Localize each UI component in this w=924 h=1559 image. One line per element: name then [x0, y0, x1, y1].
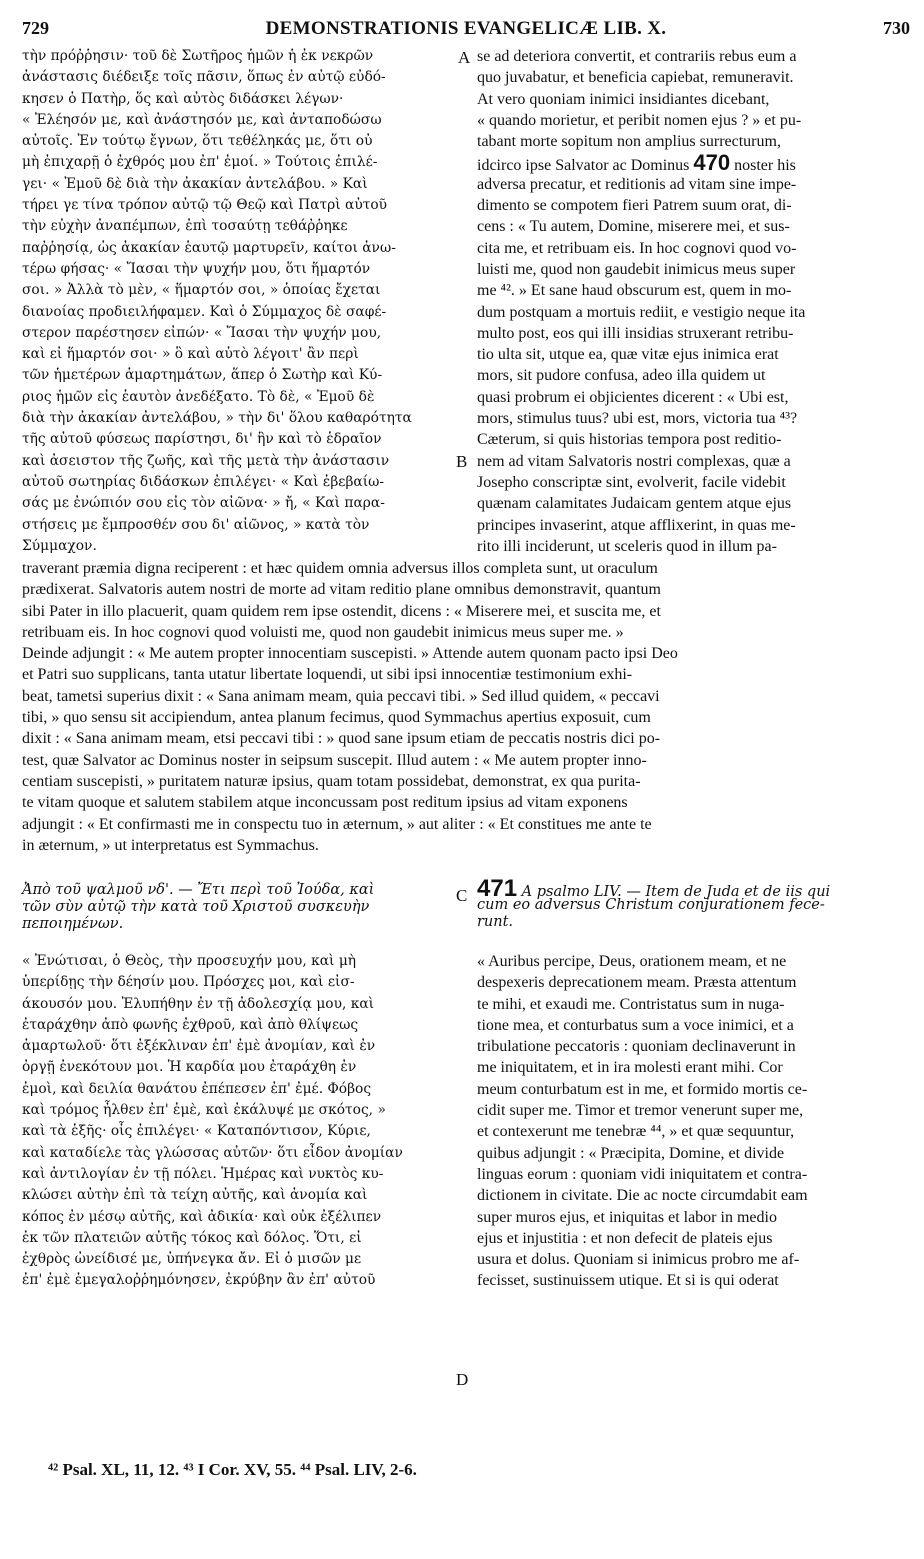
latin-full-line: beat, tametsi superius dixit : « Sana animam meam, quia peccavi tibi. » Sed illud quidem, « peccavi	[22, 687, 660, 705]
latin-top-line-text: idcirco ipse Salvator ac Dominus	[477, 157, 690, 174]
greek-bottom-line: ἐπ' ἐμὲ ἐμεγαλοῤῥημόνησεν, ἐκρύβην ἂν ἐπ' αὐτοῦ	[22, 1272, 376, 1289]
greek-bottom-line: καὶ τὰ ἑξῆς· οἷς ἐπιλέγει· « Καταπόντισον, Κύριε,	[22, 1123, 371, 1140]
latin-section-heading	[477, 875, 907, 931]
greek-heading-line: Ἀπὸ τοῦ ψαλμοῦ νδ'. — Ἔτι περὶ τοῦ Ἰούδα, καὶ	[22, 882, 375, 898]
latin-top-line: luisti me, quod non gaudebit inimicus meus super	[477, 260, 796, 278]
latin-top-line: mors, sit pudore confusa, adeo illa quidem ut	[477, 367, 766, 385]
latin-top-line: mors, stimulus tuus? ubi est, mors, victoria tua ⁴³?	[477, 410, 798, 428]
greek-top-line: γει· « Ἐμοῦ δὲ διὰ τὴν ἀκακίαν ἀντελάβου. » Καὶ	[22, 175, 368, 192]
greek-bottom-line: καὶ τρόμος ἦλθεν ἐπ' ἐμὲ, καὶ ἐκάλυψέ με σκότος, »	[22, 1102, 386, 1119]
latin-full-line: centiam suscepisti, » puritatem naturæ ipsius, quam totam possidebat, demonstrat, ex qua purita-	[22, 772, 641, 790]
latin-bottom-line: super muros ejus, et iniquitas et labor in medio	[477, 1208, 777, 1226]
greek-section-heading	[22, 882, 452, 933]
latin-bottom-line: tione mea, et conturbatus sum a voce inimici, et a	[477, 1016, 794, 1034]
latin-bottom-line: me iniquitatem, et in ira molesti erant mihi. Cor	[477, 1059, 783, 1077]
greek-top-line: μὴ ἐπιχαρῇ ὁ ἐχθρός μου ἐπ' ἐμοί. » Τούτοις ἐπιλέ-	[22, 154, 378, 171]
greek-top-line: τέρω φήσας· « Ἴασαι τὴν ψυχήν μου, ὅτι ἥμαρτόν	[22, 260, 371, 277]
greek-top-line: παῤῥησίᾳ, ὡς ἀκακίαν ἑαυτῷ μαρτυρεῖν, καίτοι ἀνω-	[22, 239, 396, 256]
latin-top-line: adversa precatur, et reditionis ad vitam sine impe-	[477, 175, 797, 193]
latin-column-top	[477, 46, 907, 557]
greek-top-line: σοι. » Ἀλλὰ τὸ μὲν, « ἥμαρτόν σοι, » ὁποίας ἔχεται	[22, 282, 381, 299]
greek-top-line: τὴν εὐχὴν ἀναπέμπων, ἐπὶ τοσαύτῃ τεθάῤῥηκε	[22, 218, 348, 235]
greek-bottom-line: ἐκ τῶν πλατειῶν αὐτῆς τόκος καὶ δόλος. Ὅτι, εἰ	[22, 1229, 362, 1246]
greek-bottom-line: κόπος ἐν μέσῳ αὐτῆς, καὶ ἀδικία· καὶ οὐκ ἐξέλιπεν	[22, 1208, 382, 1225]
greek-bottom-line: καὶ ἀντιλογίαν ἐν τῇ πόλει. Ἡμέρας καὶ νυκτὸς κυ-	[22, 1165, 384, 1182]
greek-top-line: αὐτοῦ σωτηρίας διδάσκων ἐπιλέγει· « Καὶ ἐβεβαίω-	[22, 473, 385, 490]
greek-top-line: τὴν πρόῤῥησιν· τοῦ δὲ Σωτῆρος ἡμῶν ἡ ἐκ νεκρῶν	[22, 48, 374, 64]
latin-top-line: rito illi inciderunt, ut sceleris quod in illum pa-	[477, 537, 777, 555]
latin-top-line: se ad deteriora convertit, et contrariis rebus eum a	[477, 48, 797, 65]
latin-top-line: Josepho conscriptæ sint, evolverit, facile videbit	[477, 473, 786, 491]
latin-bottom-line: ejus et injustitia : et non defecit de plateis ejus	[477, 1229, 773, 1247]
greek-bottom-line: ὀργῇ ἐνεκότουν μοι. Ἡ καρδία μου ἐταράχθη ἐν	[22, 1059, 357, 1076]
greek-top-line: στερον παρέστησεν εἰπών· « Ἴασαι τὴν ψυχήν μου,	[22, 324, 382, 341]
greek-top-line: καὶ ἀσειστον τῆς ζωῆς, καὶ τῆς μετὰ τὴν ἀνάστασιν	[22, 452, 390, 469]
greek-top-line: ἀνάστασις διέδειξε τοῖς πᾶσιν, ὅπως ἐν αὐτῷ εὐδό-	[22, 69, 386, 86]
greek-column-top	[22, 46, 458, 557]
latin-full-line: te vitam quoque et salutem stabilem atque inconcussam post reditum ipsius ad vitam exponens	[22, 794, 628, 812]
greek-top-line: διὰ τὴν ἀκακίαν ἀντελάβου, » τὴν δι' ὅλου καθαρότητα	[22, 410, 412, 427]
latin-full-line: adjungit : « Et confirmasti me in conspectu tuo in æternum, » aut aliter : « Et constitues me ante te	[22, 815, 652, 833]
greek-heading-line: πεποιημένων.	[22, 916, 124, 932]
latin-top-line: me ⁴². » Et sane haud obscurum est, quem in mo-	[477, 282, 792, 300]
latin-bottom-line: quibus adjungit : « Præcipita, Domine, et divide	[477, 1144, 785, 1162]
latin-full-line: test, quæ Salvator ac Dominus noster in seipsum suscepit. Illud autem : « Me autem propter inno-	[22, 751, 647, 769]
greek-top-line: σάς με ἐνώπιόν σου εἰς τὸν αἰῶνα· » ἤ, « Καὶ παρα-	[22, 495, 385, 512]
greek-heading-line: τῶν σὺν αὐτῷ τὴν κατὰ τοῦ Χριστοῦ συσκευὴν	[22, 899, 370, 915]
latin-bottom-line: cidit super me. Timor et tremor venerunt super me,	[477, 1102, 804, 1120]
latin-full-line: traverant præmia digna reciperent : et hæc quidem omnia adversus illos completa sunt, ut oraculum	[22, 560, 658, 577]
page-header	[22, 18, 910, 42]
latin-top-line: multo post, eos qui illi insidias struxerant retribu-	[477, 324, 794, 342]
greek-top-line: Σύμμαχον.	[22, 537, 97, 554]
latin-heading-line-2: cum eo adversus Christum conjurationem fece-	[477, 897, 825, 913]
latin-full-line: dixit : « Sana animam meam, etsi peccavi tibi : » quod sane ipsum etiam de peccatis nostris dici po-	[22, 730, 661, 748]
latin-top-line: « quando morietur, et peribit nomen ejus ? » et pu-	[477, 111, 802, 129]
greek-bottom-line: « Ἐνώτισαι, ὁ Θεὸς, τὴν προσευχήν μου, καὶ μὴ	[22, 953, 357, 969]
margin-marker-a: A	[458, 48, 471, 67]
left-page-number: 729	[22, 18, 49, 38]
greek-bottom-line: ὑπερίδῃς τὴν δέησίν μου. Πρόσχες μοι, καὶ εἰσ-	[22, 974, 355, 991]
latin-top-line: cens : « Tu autem, Domine, miserere mei, et sus-	[477, 218, 790, 236]
section-number-471: 471	[477, 875, 518, 902]
right-page-number: 730	[883, 18, 910, 38]
greek-top-line: διανοίας προδιειλήφαμεν. Καὶ ὁ Σύμμαχος δὲ σαφέ-	[22, 303, 387, 320]
latin-bottom-line: te mihi, et exaudi me. Contristatus sum in nuga-	[477, 995, 785, 1013]
greek-top-line: αὐτοῖς. Ἐν τούτῳ ἔγνων, ὅτι τεθέληκάς με, ὅτι οὐ	[22, 133, 373, 150]
footnotes: ⁴² Psal. XL, 11, 12. ⁴³ I Cor. XV, 55. ⁴⁴ Psal. LIV, 2-6.	[48, 1460, 417, 1479]
latin-top-line: principes invaserint, atque afflixerint, in quas me-	[477, 516, 796, 534]
latin-top-line: quo juvabatur, et beneficia capiebat, remuneravit.	[477, 69, 794, 87]
latin-top-line-tail: noster his	[734, 157, 796, 174]
latin-top-line: nem ad vitam Salvatoris nostri complexas, quæ a	[477, 452, 791, 470]
latin-full-line: sibi Pater in illo placuerit, quam quidem rem ipse ostendit, dicens : « Miserere mei, et suscita me, et	[22, 602, 661, 620]
latin-bottom-line: despexeris deprecationem meam. Præsta attentum	[477, 974, 797, 992]
latin-top-line: Cæterum, si quis historias tempora post reditio-	[477, 431, 782, 449]
latin-full-line: Deinde adjungit : « Me autem propter innocentiam suscepisti. » Attende autem quonam pacto ipsi Deo	[22, 645, 678, 663]
margin-marker-d: D	[456, 1370, 469, 1389]
latin-top-line: cita me, et retribuam eis. In hoc cognovi quod vo-	[477, 239, 797, 257]
latin-top-line	[477, 152, 907, 173]
greek-bottom-line: ἐμοὶ, καὶ δειλία θανάτου ἐπέπεσεν ἐπ' ἐμέ. Φόβος	[22, 1080, 372, 1097]
running-title: DEMONSTRATIONIS EVANGELICÆ LIB. X.	[265, 18, 667, 39]
latin-bottom-line: dictionem in civitate. Die ac nocte circumdabit eam	[477, 1187, 808, 1205]
latin-bottom-line: usura et dolus. Quoniam si inimicus probro me af-	[477, 1251, 800, 1269]
greek-bottom-line: ἐταράχθην ἀπὸ φωνῆς ἐχθροῦ, καὶ ἀπὸ θλίψεως	[22, 1016, 359, 1033]
latin-bottom-line: tribulatione peccatoris : quoniam declinaverunt in	[477, 1038, 796, 1056]
latin-top-line: dum postquam a mortuis rediit, e vestigio neque ita	[477, 303, 806, 321]
greek-top-line: τῶν ἡμετέρων ἁμαρτημάτων, ἅπερ ὁ Σωτὴρ καὶ Κύ-	[22, 367, 383, 384]
latin-top-line: dimento se compotem fieri Patrem suum orat, di-	[477, 197, 792, 215]
latin-bottom-line: linguas eorum : quoniam vidi iniquitatem et contra-	[477, 1165, 808, 1183]
greek-top-line: καὶ εἰ ἥμαρτόν σοι· » ὃ καὶ αὐτὸ λέγοιτ' ἂν περὶ	[22, 346, 359, 363]
latin-top-line: tio ulta sit, utque ea, quæ vitæ ejus inimica erat	[477, 346, 779, 364]
greek-bottom-line: ἐχθρὸς ὠνείδισέ με, ὑπήνεγκα ἄν. Εἰ ὁ μισῶν με	[22, 1251, 362, 1268]
latin-full-width-text	[22, 558, 907, 856]
latin-heading-line-3: runt.	[477, 914, 514, 930]
greek-top-line: ριος ἡμῶν εἰς ἑαυτὸν ἀνεδέξατο. Τὸ δὲ, « Ἐμοῦ δὲ	[22, 388, 375, 405]
latin-top-line: At vero quoniam inimici insidiantes dicebant,	[477, 90, 770, 108]
latin-full-line: retribuam eis. In hoc cognovi quod voluisti me, quod non gaudebit inimicus meus super me. »	[22, 623, 624, 641]
latin-bottom-line: meum conturbatum est in me, et formido mortis ce-	[477, 1080, 808, 1098]
greek-bottom-line: κλώσει αὐτὴν ἐπὶ τὰ τείχη αὐτῆς, καὶ ἀνομία καὶ	[22, 1187, 368, 1204]
section-number-470: 470	[693, 152, 731, 174]
latin-full-line: in æternum, » ut interpretatus est Symmachus.	[22, 836, 319, 854]
greek-top-line: τῆς αὐτοῦ φύσεως παρίστησι, δι' ἣν καὶ τὸ ἑδραῖον	[22, 431, 382, 448]
greek-bottom-line: άκουσόν μου. Ἐλυπήθην ἐν τῇ ἀδολεσχίᾳ μου, καὶ	[22, 995, 375, 1012]
margin-marker-c: C	[456, 886, 468, 905]
greek-bottom-line: καὶ καταδίελε τὰς γλώσσας αὐτῶν· ὅτι εἶδον ἀνομίαν	[22, 1144, 403, 1161]
greek-top-line: κησεν ὁ Πατὴρ, ὅς καὶ αὐτὸς διδάσκει λέγων·	[22, 90, 344, 107]
latin-full-line: prædixerat. Salvatoris autem nostri de morte ad vitam reditio plane omnibus demonstravit, quantum	[22, 581, 661, 599]
greek-top-line: « Ἐλέησόν με, καὶ ἀνάστησόν με, καὶ ἀνταποδώσω	[22, 111, 382, 128]
latin-top-line: quænam calamitates Judaicam gentem atque ejus	[477, 495, 792, 513]
latin-heading-line-1: A psalmo LIV. — Item de Juda et de iis qui	[521, 884, 831, 900]
latin-bottom-line: « Auribus percipe, Deus, orationem meam, et ne	[477, 953, 787, 970]
greek-top-line: στήσεις με ἔμπροσθέν σου δι' αἰῶνος, » κατὰ τὸν	[22, 516, 370, 533]
greek-bottom-line: ἁμαρτωλοῦ· ὅτι ἐξέκλιναν ἐπ' ἐμὲ ἀνομίαν, καὶ ἐν	[22, 1038, 376, 1055]
latin-column-bottom	[477, 951, 907, 1292]
latin-top-line: quasi probrum ei objicientes dicerent : « Ubi est,	[477, 388, 789, 406]
greek-column-bottom	[22, 951, 458, 1292]
margin-marker-b: B	[456, 452, 468, 471]
latin-bottom-line: et contexerunt me tenebræ ⁴⁴, » et quæ sequuntur,	[477, 1123, 795, 1141]
greek-top-line: τήρει γε τίνα τρόπον αὐτῷ τῷ Θεῷ καὶ Πατρὶ αὐτοῦ	[22, 197, 388, 214]
latin-full-line: tibi, » quo sensu sit accipiendum, antea planum fecimus, quod Symmachus apertius exposuit, cum	[22, 709, 651, 727]
latin-top-line: tabant morte sopitum non amplius surrecturum,	[477, 133, 781, 151]
latin-full-line: et Patri suo supplicans, tanta utatur libertate loquendi, ut sibi ipsi innocentiæ testimonium exhi-	[22, 666, 633, 684]
latin-bottom-line: fecisset, sustinuissem utique. Et si is qui oderat	[477, 1272, 779, 1290]
